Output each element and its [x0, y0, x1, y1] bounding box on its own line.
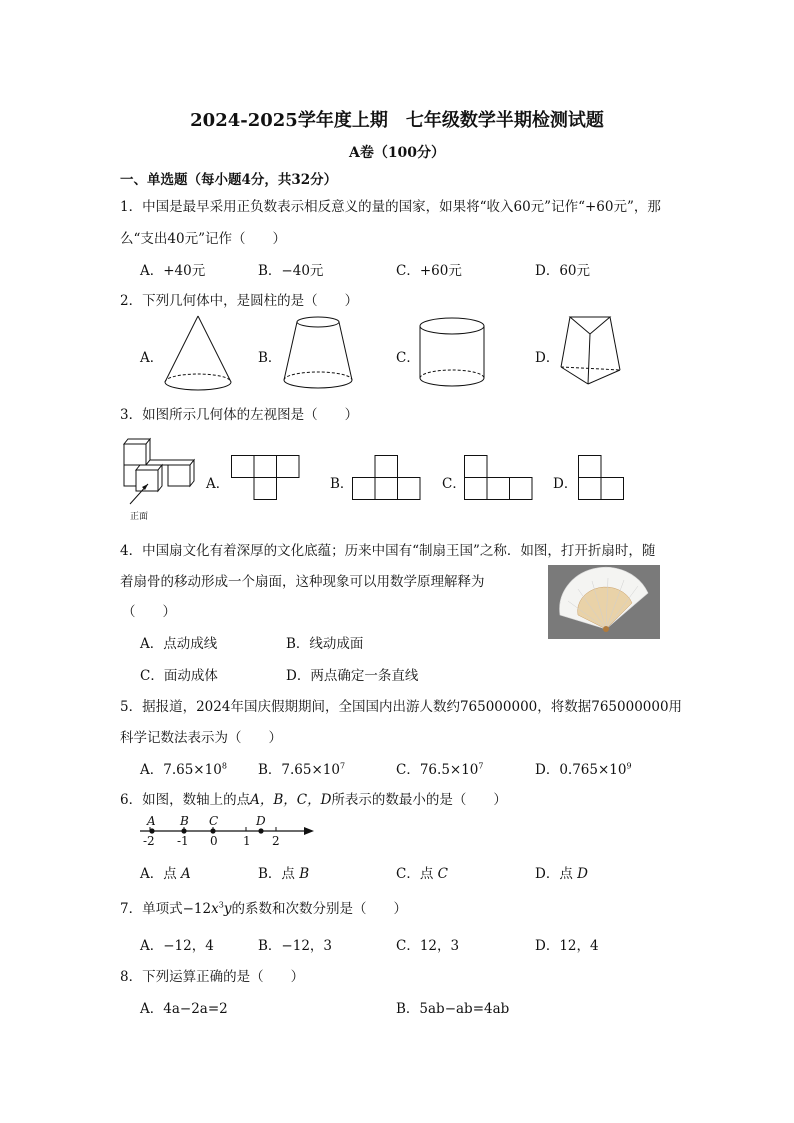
- q3-label-c[interactable]: C．: [442, 476, 466, 492]
- q3-view-a: [231, 455, 301, 501]
- point-c-label: C: [209, 814, 219, 828]
- q5-option-b[interactable]: B．$7.65\times 10^7$: [258, 761, 346, 778]
- q3-label-d[interactable]: D．: [553, 476, 578, 492]
- q4-line3: （ ）: [122, 604, 176, 620]
- q2-text: 2．下列几何体中，是圆柱的是（ ）: [120, 293, 359, 309]
- q3-view-c: [464, 455, 534, 501]
- q1-option-c[interactable]: C．+60元: [396, 263, 462, 279]
- q4-option-b[interactable]: B．线动成面: [286, 636, 364, 652]
- q7-option-a[interactable]: A．−12，4: [140, 938, 214, 954]
- q5-line1: 5．据报道，2024年国庆假期期间，全国国内出游人数约765000000，将数据765000000用: [120, 699, 683, 715]
- q5-option-c[interactable]: C．$76.5\times 10^7$: [396, 761, 484, 778]
- q5-option-a[interactable]: A．$7.65\times 10^8$: [140, 761, 227, 778]
- q3-view-d: [578, 455, 626, 501]
- q3-label-b[interactable]: B．: [330, 476, 354, 492]
- q1-option-d[interactable]: D．60元: [535, 263, 591, 279]
- q1-line2: 么“支出40元”记作（ ）: [120, 231, 286, 247]
- tick-label: 0: [210, 834, 218, 848]
- q8-text: 8．下列运算正确的是（ ）: [120, 969, 305, 985]
- q6-option-d[interactable]: D．点 D: [535, 866, 588, 882]
- q8-option-b[interactable]: B．5ab−ab=4ab: [396, 1001, 510, 1017]
- tick-label: -1: [177, 834, 189, 848]
- q1-option-a[interactable]: A．+40元: [140, 263, 206, 279]
- q5-line2: 科学记数法表示为（ ）: [120, 730, 282, 746]
- q3-text: 3．如图所示几何体的左视图是（ ）: [120, 407, 359, 423]
- q5-option-d[interactable]: D．$0.765\times 10^9$: [535, 761, 632, 778]
- q7-text: 7．单项式$-12x^3y$的系数和次数分别是（ ）: [120, 900, 407, 917]
- q6-option-b[interactable]: B．点 B: [258, 866, 310, 882]
- tick-label: 2: [272, 834, 280, 848]
- q4-line2: 着扇骨的移动形成一个扇面，这种现象可以用数学原理解释为: [120, 574, 485, 590]
- q2-label-d[interactable]: D．: [535, 350, 560, 366]
- q6-option-c[interactable]: C．点 C: [396, 866, 448, 882]
- q8-option-a[interactable]: A．4a−2a=2: [140, 1001, 228, 1017]
- q4-option-d[interactable]: D．两点确定一条直线: [286, 668, 419, 684]
- q1-option-b[interactable]: B．−40元: [258, 263, 324, 279]
- q4-line1: 4．中国扇文化有着深厚的文化底蕴；历来中国有“制扇王国”之称．如图，打开折扇时，随: [120, 543, 656, 559]
- number-line-figure: [138, 814, 320, 850]
- page-subtitle: A卷（100分）: [348, 145, 446, 161]
- prism-figure: [558, 312, 628, 392]
- point-d-label: D: [256, 814, 266, 828]
- q2-label-a[interactable]: A．: [140, 350, 164, 366]
- point-b-label: B: [180, 814, 189, 828]
- section-heading: 一、单选题（每小题4分，共32分）: [120, 172, 338, 188]
- q6-option-a[interactable]: A．点 A: [140, 866, 191, 882]
- q6-text: 6．如图，数轴上的点A，B，C，D所表示的数最小的是（ ）: [120, 792, 507, 808]
- tick-label: -2: [143, 834, 155, 848]
- q7-option-c[interactable]: C．12，3: [396, 938, 460, 954]
- folding-fan-image: [548, 565, 660, 639]
- cube-stack-figure: [118, 436, 198, 508]
- frustum-figure: [280, 312, 360, 392]
- q7-option-b[interactable]: B．−12，3: [258, 938, 332, 954]
- q4-option-a[interactable]: A．点动成线: [140, 636, 218, 652]
- q7-option-d[interactable]: D．12，4: [535, 938, 599, 954]
- tick-label: 1: [243, 834, 251, 848]
- q2-label-c[interactable]: C．: [396, 350, 420, 366]
- cylinder-figure: [418, 312, 498, 392]
- cone-figure: [160, 312, 240, 392]
- q4-option-c[interactable]: C．面动成体: [140, 668, 218, 684]
- front-label: 正面: [130, 512, 149, 522]
- q3-label-a[interactable]: A．: [206, 476, 230, 492]
- point-a-label: A: [147, 814, 156, 828]
- page-title: 2024-2025学年度上期 七年级数学半期检测试题: [190, 110, 604, 131]
- q3-view-b: [352, 455, 422, 501]
- q2-label-b[interactable]: B．: [258, 350, 282, 366]
- q1-line1: 1．中国是最早采用正负数表示相反意义的量的国家，如果将“收入60元”记作“+60元”，那: [120, 199, 661, 215]
